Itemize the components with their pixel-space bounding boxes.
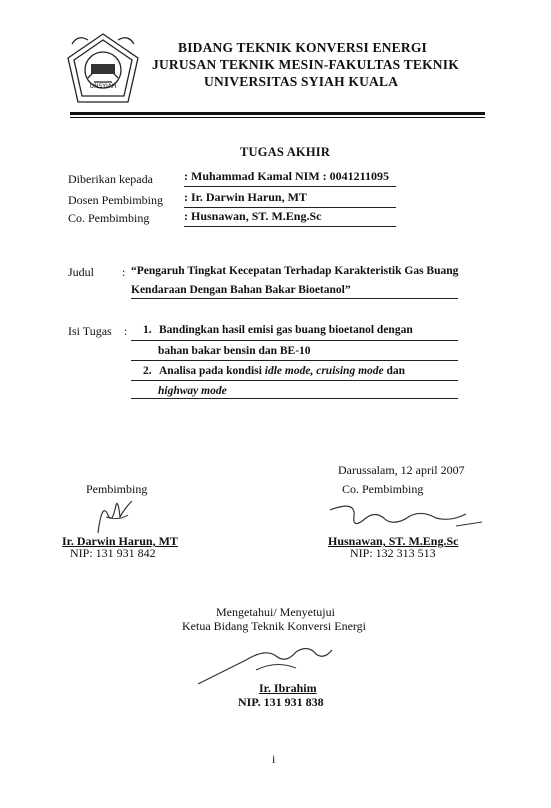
judul-label: Judul <box>68 265 95 279</box>
co-supervisor-label: Co. Pembimbing <box>68 211 150 225</box>
task-2-number: 2. <box>143 365 152 377</box>
university-seal-icon <box>58 30 148 110</box>
isi-tugas-label: Isi Tugas <box>68 324 112 338</box>
svg-text:UNSYIAH: UNSYIAH <box>89 83 117 90</box>
isi-tugas-colon: : <box>124 324 128 338</box>
task-2-line-2: highway mode <box>158 385 227 397</box>
task-1-line-2: bahan bakar bensin dan BE-10 <box>158 345 311 357</box>
task-1-line-1: Bandingkan hasil emisi gas buang bioetanol dengan <box>159 324 413 336</box>
pembimbing-nip: NIP: 131 931 842 <box>70 546 156 560</box>
header-rule-thin <box>70 117 485 118</box>
judul-line-2: Kendaraan Dengan Bahan Bakar Bioetanol” <box>131 284 458 299</box>
judul-colon: : <box>122 265 126 279</box>
page-title: TUGAS AKHIR <box>240 145 331 159</box>
co-pembimbing-name: Husnawan, ST. M.Eng.Sc <box>328 534 459 548</box>
place-date: Darussalam, 12 april 2007 <box>338 463 465 477</box>
co-pembimbing-nip: NIP: 132 313 513 <box>350 546 436 560</box>
header-line-3: UNIVERSITAS SYIAH KUALA <box>204 74 399 89</box>
supervisor-label: Dosen Pembimbing <box>68 193 163 207</box>
approval-nip: NIP. 131 931 838 <box>238 695 324 709</box>
task-1-underline-2 <box>131 360 458 361</box>
co-pembimbing-signature <box>326 496 486 536</box>
task-1-underline-1 <box>131 340 458 341</box>
header-line-1: BIDANG TEKNIK KONVERSI ENERGI <box>178 40 427 55</box>
given-to-value: : Muhammad Kamal NIM : 0041211095 <box>184 169 396 187</box>
co-pembimbing-label: Co. Pembimbing <box>342 482 424 496</box>
approval-name: Ir. Ibrahim <box>259 681 317 695</box>
task-2-underline-2 <box>131 398 458 399</box>
header-line-2: JURUSAN TEKNIK MESIN-FAKULTAS TEKNIK <box>152 57 459 72</box>
approval-line-1: Mengetahui/ Menyetujui <box>216 605 335 619</box>
pembimbing-label: Pembimbing <box>86 482 148 496</box>
judul-line-1: “Pengaruh Tingkat Kecepatan Terhadap Karakteristik Gas Buang <box>131 265 459 277</box>
task-2-underline-1 <box>131 380 458 381</box>
task-1-number: 1. <box>143 324 152 336</box>
task-2-line-1: Analisa pada kondisi idle mode, cruising mode dan <box>159 365 406 377</box>
given-to-label: Diberikan kepada <box>68 172 153 186</box>
co-supervisor-value: : Husnawan, ST. M.Eng.Sc <box>184 209 396 227</box>
header-rule-thick <box>70 112 485 115</box>
pembimbing-signature <box>88 495 138 537</box>
approval-line-2: Ketua Bidang Teknik Konversi Energi <box>182 619 367 633</box>
supervisor-value: : Ir. Darwin Harun, MT <box>184 190 396 208</box>
pembimbing-name: Ir. Darwin Harun, MT <box>62 534 178 548</box>
page-number: i <box>272 752 276 766</box>
